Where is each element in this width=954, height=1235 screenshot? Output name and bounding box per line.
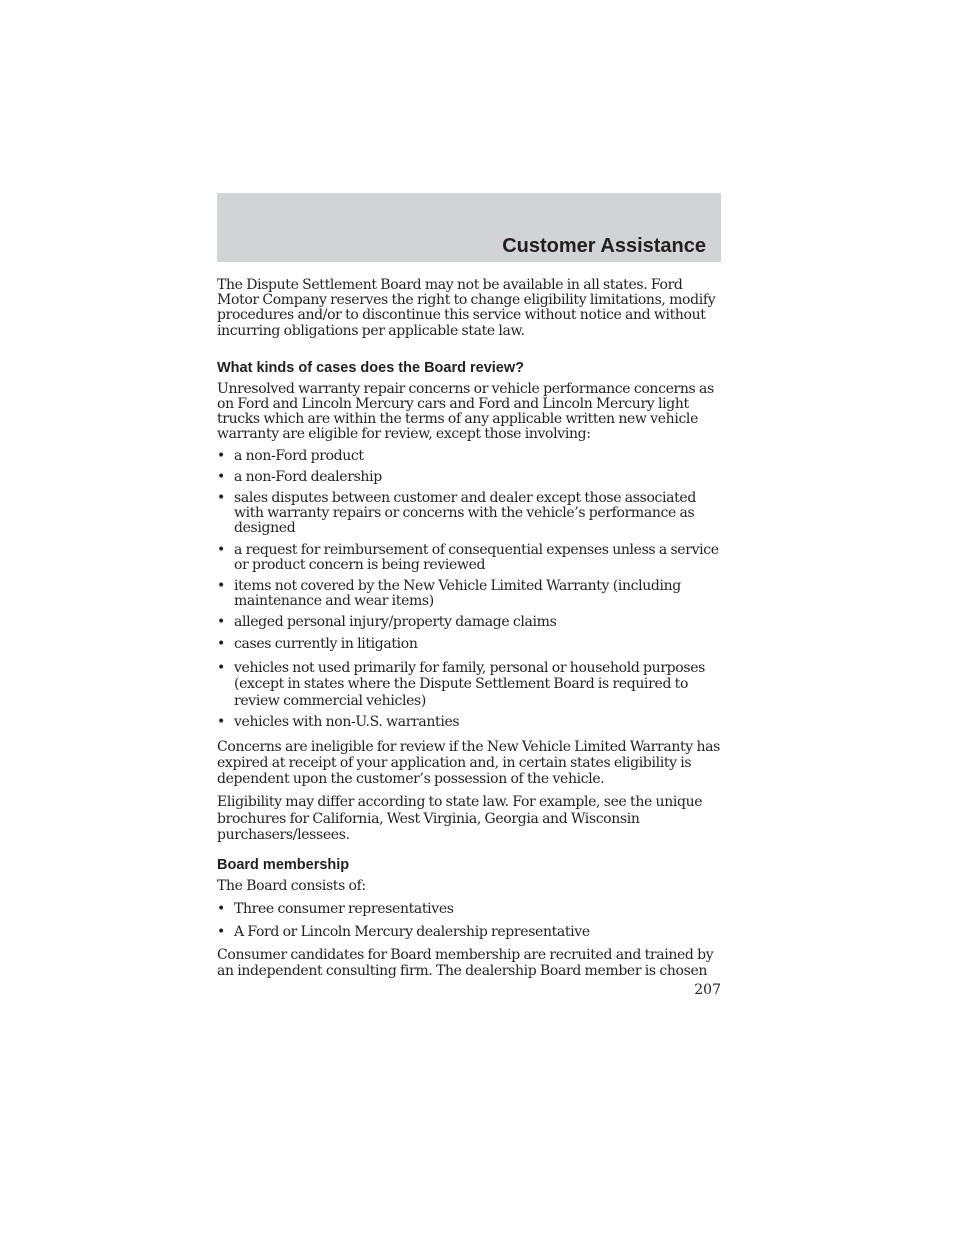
list-item [217, 543, 723, 573]
bullet-icon: • [217, 490, 225, 507]
cases-heading: What kinds of cases does the Board review? [217, 359, 524, 376]
list-item [217, 925, 723, 940]
list-item-text: vehicles not used primarily for family, personal or household purposes (except in states where the Dispute Settlement Board is required to review commercial vehicles) [234, 659, 705, 709]
list-item-text: vehicles with non-U.S. warranties [234, 714, 460, 731]
membership-closing-paragraph: Consumer candidates for Board membership are recruited and trained by an independent consulting firm. The dealership Board member is chosen [217, 947, 714, 980]
list-item [217, 902, 723, 917]
ineligible-paragraph: Concerns are ineligible for review if the New Vehicle Limited Warranty has expired at receipt of your application and, in certain states eligibility is dependent upon the customer’s possession of the vehicle. [217, 738, 720, 787]
bullet-icon: • [217, 578, 225, 595]
list-item-text: Three consumer representatives [234, 900, 454, 917]
list-item [217, 637, 723, 652]
list-item [217, 470, 723, 485]
list-item-text: A Ford or Lincoln Mercury dealership representative [234, 924, 590, 941]
bullet-icon: • [217, 541, 225, 558]
state-law-paragraph: Eligibility may differ according to state law. For example, see the unique brochures for California, West Virginia, Georgia and Wisconsin purchasers/lessees. [217, 794, 703, 844]
list-item-text: items not covered by the New Vehicle Limited Warranty (including maintenance and wear items) [234, 578, 681, 610]
list-item-text: cases currently in litigation [234, 635, 418, 652]
page-number: 207 [694, 982, 721, 998]
list-item-text: alleged personal injury/property damage claims [234, 614, 557, 631]
list-item [217, 579, 723, 609]
cases-intro-paragraph: Unresolved warranty repair concerns or vehicle performance concerns as on Ford and Lincoln Mercury cars and Ford and Lincoln Mercury light trucks which are within the terms of any applicable written new vehicle warranty are eligible for review, except those involving: [217, 380, 714, 443]
section-title: Customer Assistance [502, 235, 706, 257]
membership-intro: The Board consists of: [217, 877, 366, 894]
bullet-icon: • [217, 659, 225, 676]
page-content [217, 278, 723, 980]
list-item [217, 491, 723, 537]
section-header-band [217, 193, 721, 262]
members-list [217, 902, 723, 940]
bullet-icon: • [217, 924, 225, 941]
list-item-text: a non-Ford product [234, 447, 364, 464]
bullet-icon: • [217, 468, 225, 485]
bullet-icon: • [217, 614, 225, 631]
bullet-icon: • [217, 900, 225, 917]
bullet-icon: • [217, 447, 225, 464]
exclusions-list [217, 449, 723, 731]
bullet-icon: • [217, 714, 225, 731]
list-item [217, 449, 723, 464]
membership-heading: Board membership [217, 856, 350, 873]
list-item-text: a non-Ford dealership [234, 468, 382, 485]
list-item [217, 660, 723, 710]
list-item-text: a request for reimbursement of consequential expenses unless a service or product concern is being reviewed [234, 541, 719, 573]
bullet-icon: • [217, 635, 225, 652]
intro-paragraph: The Dispute Settlement Board may not be available in all states. Ford Motor Company reserves the right to change eligibility limitations, modify procedures and/or to discontinue this service without notice and without incurring obligations per applicable state law. [217, 277, 716, 339]
list-item [217, 715, 723, 730]
list-item [217, 615, 723, 630]
list-item-text: sales disputes between customer and dealer except those associated with warranty repairs or concerns with the vehicle’s performance as designed [234, 490, 696, 537]
